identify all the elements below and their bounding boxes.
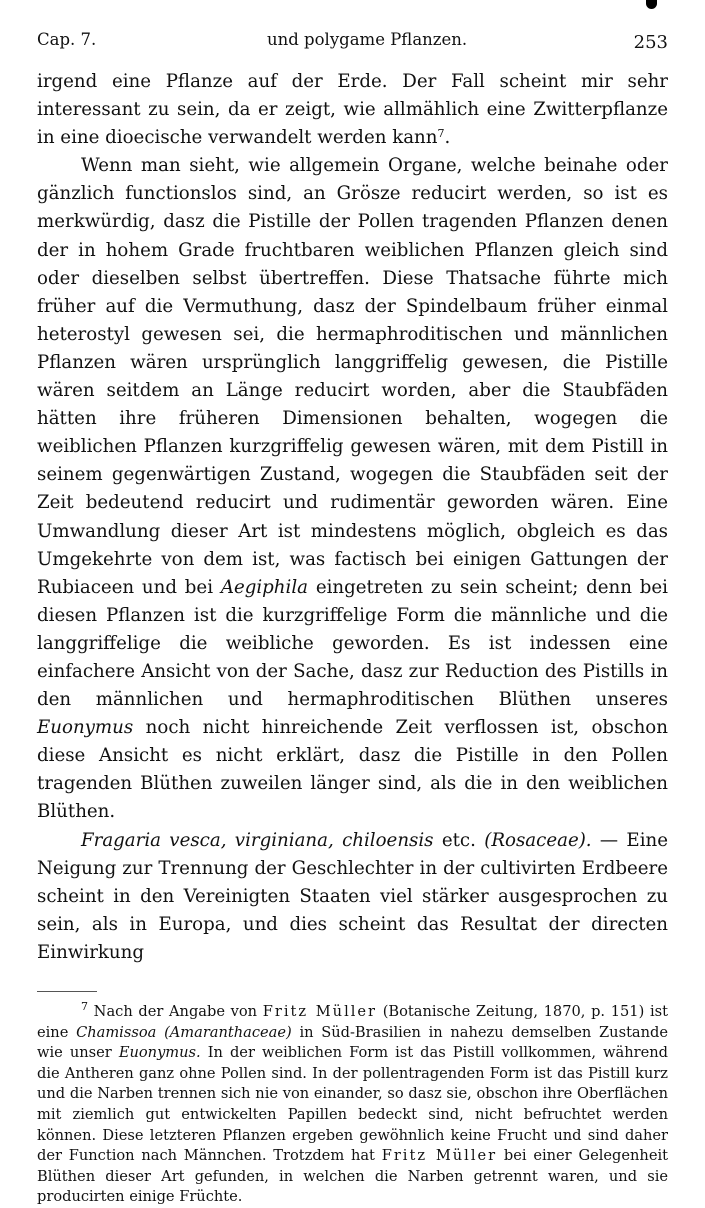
footnote-divider <box>37 991 97 992</box>
paragraph-1-text: irgend eine Pflanze auf der Erde. Der Fall scheint mir sehr interessant zu sein, da er zeigt, wie allmählich eine Zwitterpflanze in eine dioecische verwandelt werden kann <box>37 71 668 149</box>
footnote-text-b: (Botanische Zeitung, 1870, p. 151) ist eine <box>37 1003 668 1041</box>
footnote-text-e: bei einer Gelegenheit Blüthen dieser Art gefunden, in welchen die Narben getrennt waren, und sie producirten einige Früchte. <box>37 1147 668 1206</box>
footnote <box>37 1002 668 1208</box>
paragraph-2-text-c: noch nicht hinreichende Zeit verflossen ist, obschon diese Ansicht es nicht erklärt, dasz die Pistille in den Pollen tragenden Blüthen zuweilen länger sind, als die in den weiblichen Blüthen. <box>37 717 668 823</box>
footnote-reference: 7 <box>437 127 445 141</box>
paragraph-2 <box>37 152 668 826</box>
paragraph-3 <box>37 827 668 967</box>
family-amaranthaceae: (Amaranthaceae) <box>164 1023 292 1041</box>
footnote-text-c: in Süd-Brasilien in nahezu demselben Zustande wie unser <box>37 1023 669 1062</box>
page-number: 253 <box>633 32 668 53</box>
footnote-text-a: Nach der Angabe von <box>93 1003 258 1020</box>
genus-euonymus-footnote: Euonymus. <box>118 1044 201 1062</box>
paragraph-1-end: . <box>444 127 451 149</box>
paragraph-2-text-b: eingetreten zu sein scheint; denn bei diesen Pflanzen ist die kurzgriffelige Form die männliche und die langgriffelige die weibliche geworden. Es ist indessen eine einfachere Ansicht von der Sache, dasz zur Reduction des Pistills in den männlichen und hermaphroditischen Blüthen unseres <box>37 576 668 711</box>
family-rosaceae: (Rosaceae). <box>484 829 592 851</box>
paragraph-3-text: — Eine Neigung zur Trennung der Geschlechter in der cultivirten Erdbeere scheint in den Vereinigten Staaten viel stärker ausgesprochen zu sein, als in Europa, und dies scheint das Resultat der directen Einwirkung <box>37 829 668 963</box>
footnote-author-2: Fritz Müller <box>381 1147 498 1165</box>
chapter-label: Cap. 7. <box>37 30 97 49</box>
paragraph-1 <box>37 68 668 152</box>
genus-euonymus: Euonymus <box>37 717 134 739</box>
running-title: und polygame Pflanzen. <box>267 30 468 49</box>
genus-aegiphila: Aegiphila <box>220 576 309 598</box>
main-text <box>37 68 668 967</box>
running-head <box>37 28 668 54</box>
genus-chamissoa: Chamissoa <box>76 1023 157 1041</box>
paragraph-2-text-a: Wenn man sieht, wie allgemein Organe, welche beinahe oder gänzlich functionslos sind, an Grösze reducirt werden, so ist es merkwürdig, dasz die Pistille der Pollen tragenden Pflanzen denen der in hohem Grade fruchtbaren weiblichen Pflanzen gleich sind oder dieselben selbst übertreffen. Diese Thatsache führte mich früher auf die Vermuthung, dasz der Spindelbaum früher einmal heterostyl gewesen sei, die hermaphroditischen und männlichen Pflanzen wären ursprünglich langgriffelig gewesen, die Pistille wären seitdem an Länge reducirt worden, aber die Staubfäden hätten ihre früheren Dimensionen behalten, wogegen die weiblichen Pflanzen kurzgriffelig gewesen wären, mit dem Pistill in seinem gegenwärtigen Zustand, wogegen die Staubfäden seit der Zeit bedeutend reducirt und rudimentär geworden wären. Eine Umwandlung dieser Art ist mindestens möglich, obgleich es das Umgekehrte von dem ist, was factisch bei einigen Gattungen der Rubiaceen und bei <box>37 155 668 598</box>
ink-mark <box>646 0 657 9</box>
species-etc: etc. <box>441 829 476 851</box>
species-fragaria: Fragaria vesca, virginiana, chiloensis <box>81 829 434 851</box>
footnote-text-d: In der weiblichen Form ist das Pistill vollkommen, während die Antheren ganz ohne Pollen sind. In der pollentragenden Form ist das Pistill kurz und die Narben trennen sich nie von einander, so dasz sie, obschon ihre Oberflächen mit ziemlich gut entwickelten Papillen bedeckt sind, nicht befruchtet werden können. Diese letzteren Pflanzen ergeben gewöhnlich keine Frucht und sind daher der Function nach Männchen. Trotzdem hat <box>37 1044 669 1165</box>
footnote-marker: 7 <box>81 1000 88 1013</box>
footnote-author-1: Fritz Müller <box>262 1003 378 1020</box>
footnote-paragraph <box>37 1002 668 1208</box>
